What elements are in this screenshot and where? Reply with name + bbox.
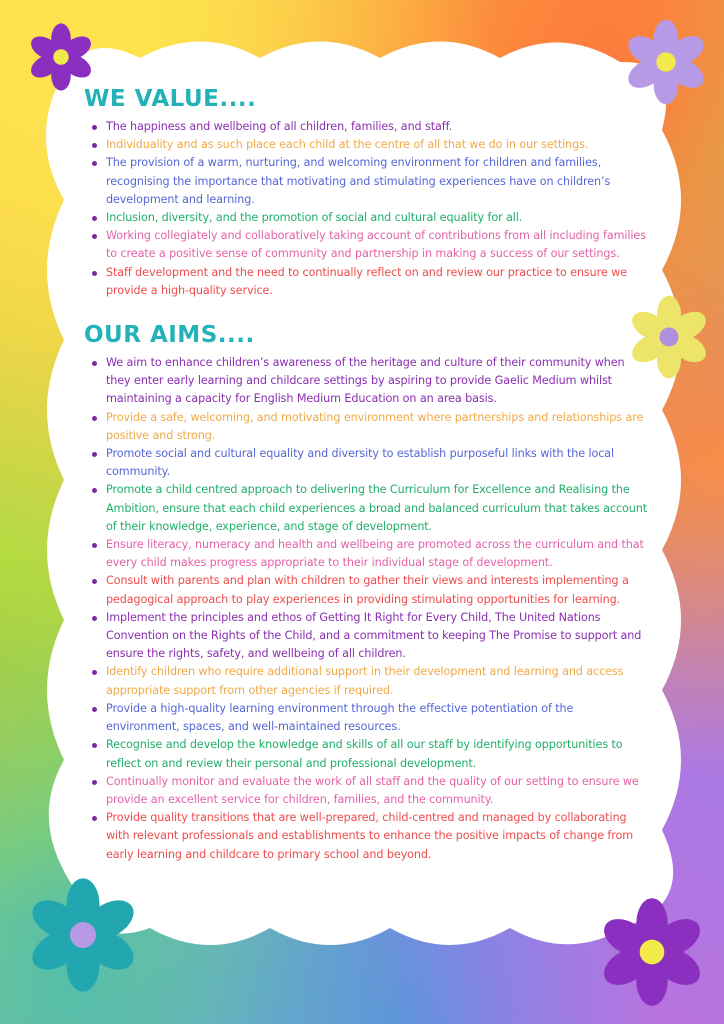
list-item: Staff development and the need to continually reflect on and review our practice to ensure we provide a high-quality service. (106, 264, 650, 300)
our-aims-heading: OUR AIMS.... (84, 322, 255, 349)
list-item: Continually monitor and evaluate the work of all staff and the quality of our setting to ensure we provide an excellent service for children, families, and the community. (106, 773, 650, 809)
we-value-heading: WE VALUE.... (84, 86, 257, 112)
flower-icon (24, 876, 142, 994)
list-item: Recognise and develop the knowledge and skills of all our staff by identifying opportunities to reflect on and review their personal and professional development. (106, 736, 650, 772)
flower-icon (622, 18, 710, 106)
flower-icon (26, 22, 96, 92)
list-item: Inclusion, diversity, and the promotion of social and cultural equality for all. (106, 209, 650, 227)
list-item: Consult with parents and plan with children to gather their views and interests implementing a pedagogical approach to play experiences in providing stimulating opportunities for learning. (106, 572, 650, 608)
flower-center (660, 328, 679, 347)
list-item: Promote a child centred approach to delivering the Curriculum for Excellence and Realising the Ambition, ensure that each child experiences a broad and balanced curriculum that takes account of their knowledge, experience, and stage of development. (106, 481, 650, 536)
our-aims-list (84, 354, 650, 864)
flower-center (53, 49, 68, 64)
list-item: The happiness and wellbeing of all children, families, and staff. (106, 118, 650, 136)
list-item: Provide a safe, welcoming, and motivating environment where partnerships and relationships are positive and strong. (106, 409, 650, 445)
list-item: Implement the principles and ethos of Getting It Right for Every Child, The United Nations Convention on the Rights of the Child, and a commitment to keeping The Promise to support and ensure the rights, safety, and wellbeing of all children. (106, 609, 650, 664)
list-item: Provide quality transitions that are well-prepared, child-centred and managed by collaborating with relevant professionals and establishments to enhance the positive impacts of change from early learning and childcare to primary school and beyond. (106, 809, 650, 864)
flower-center (640, 940, 665, 965)
list-item: Individuality and as such place each child at the centre of all that we do in our settings. (106, 136, 650, 154)
list-item: Promote social and cultural equality and diversity to establish purposeful links with the local community. (106, 445, 650, 481)
list-item: The provision of a warm, nurturing, and welcoming environment for children and families, recognising the importance that motivating and stimulating experiences have on children’s development and learning. (106, 154, 650, 209)
we-value-list (84, 118, 650, 300)
flower-icon (626, 294, 712, 380)
list-item: Ensure literacy, numeracy and health and wellbeing are promoted across the curriculum and that every child makes progress appropriate to their individual stage of development. (106, 536, 650, 572)
list-item: We aim to enhance children’s awareness of the heritage and culture of their community when they enter early learning and childcare settings by aspiring to provide Gaelic Medium whilst maintaining a capacity for English Medium Education on an area basis. (106, 354, 650, 409)
flower-center (656, 52, 675, 71)
list-item: Identify children who require additional support in their development and learning and access appropriate support from other agencies if required. (106, 663, 650, 699)
flower-center (70, 922, 96, 948)
list-item: Working collegiately and collaboratively taking account of contributions from all including families to create a positive sense of community and partnership in making a success of our settings. (106, 227, 650, 263)
flower-icon (596, 896, 708, 1008)
content-area (84, 86, 650, 864)
list-item: Provide a high-quality learning environment through the effective potentiation of the environment, spaces, and well-maintained resources. (106, 700, 650, 736)
